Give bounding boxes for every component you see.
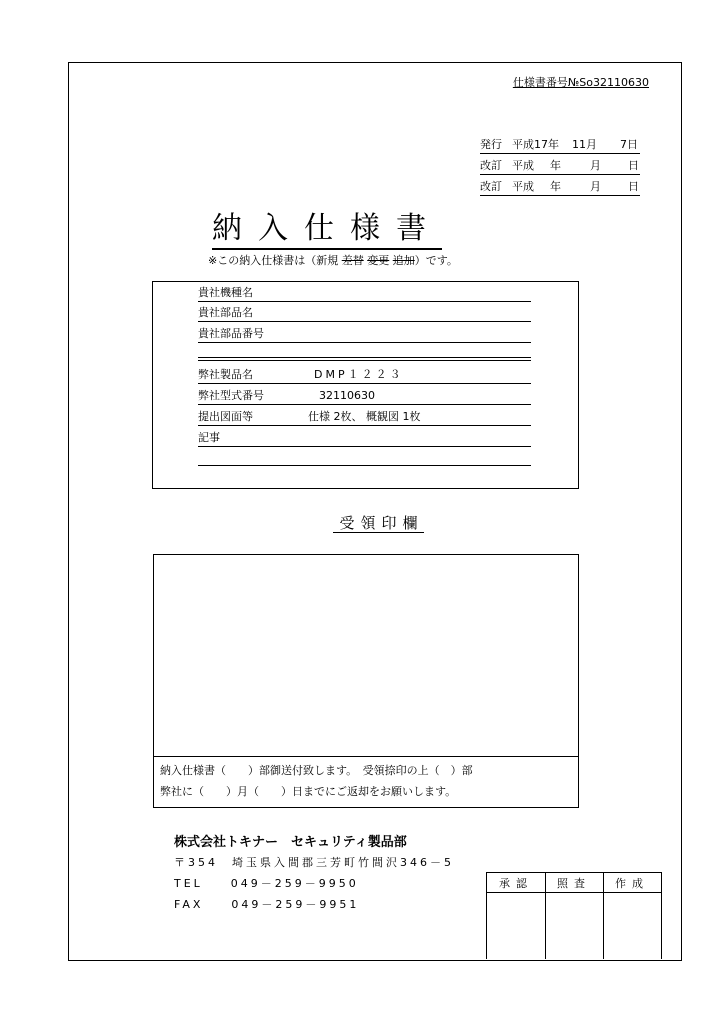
document-title: 納入仕様書 (212, 210, 442, 250)
remarks-field (198, 430, 531, 447)
drawings-value: 仕様 2枚、 概観図 1枚 (308, 410, 421, 423)
approve-label: 承認 (499, 877, 533, 890)
customer-part-name-field (198, 305, 531, 322)
issue-era: 平成17年 (512, 138, 559, 151)
company-name: 株式会社トキナー セキュリティ製品部 (174, 835, 407, 850)
product-name-value: DMP１２２３ (314, 368, 404, 381)
check-label: 照査 (557, 877, 591, 890)
issue-label: 発行 (480, 138, 502, 151)
document-type-note (208, 252, 458, 268)
revision-day: 日 (628, 180, 639, 193)
revision-label: 改訂 (480, 180, 502, 193)
revision-year: 年 (550, 159, 561, 172)
customer-model-label: 貴社機種名 (198, 286, 253, 299)
customer-part-name-label: 貴社部品名 (198, 306, 253, 319)
revision-era: 平成 (512, 159, 534, 172)
revision-month: 月 (590, 180, 601, 193)
note-suffix: ）です。 (414, 254, 458, 267)
product-model-value: 32110630 (319, 389, 375, 402)
product-name-label: 弊社製品名 (198, 368, 253, 381)
create-label: 作成 (615, 877, 649, 890)
company-tel: TEL 049－259－9950 (174, 877, 359, 890)
product-model-label: 弊社型式番号 (198, 389, 264, 402)
revision-row (480, 157, 640, 175)
revision-era: 平成 (512, 180, 534, 193)
drawings-field (198, 409, 531, 426)
section-divider (198, 357, 531, 361)
company-address: 〒354 埼玉県入間郡三芳町竹間沢346－5 (174, 856, 454, 869)
revision-month: 月 (590, 159, 601, 172)
revision-label: 改訂 (480, 159, 502, 172)
note-prefix: ※この納入仕様書は（新規 (208, 254, 339, 267)
spec-number: 仕様書番号№So32110630 (512, 76, 649, 89)
remarks-label: 記事 (198, 431, 220, 444)
issue-month: 11月 (572, 138, 597, 151)
customer-model-field (198, 285, 531, 302)
revision-row (480, 178, 640, 196)
company-fax: FAX 049－259－9951 (174, 898, 360, 911)
issue-day: 7日 (620, 138, 638, 151)
drawings-label: 提出図面等 (198, 410, 253, 423)
remarks-line (198, 465, 531, 466)
product-model-field (198, 388, 531, 405)
receipt-stamp-title (0, 512, 725, 533)
revision-day: 日 (628, 159, 639, 172)
approval-stamp-box (486, 872, 662, 959)
note-option-change: 変更 (367, 254, 390, 267)
receipt-divider (153, 756, 578, 757)
note-option-add: 追加 (392, 254, 415, 267)
note-option-replace: 差替 (341, 254, 364, 267)
customer-part-number-label: 貴社部品番号 (198, 327, 264, 340)
receipt-notice-line1: 納入仕様書（ ）部御送付致します。 受領捺印の上（ ）部 (160, 764, 473, 777)
revision-year: 年 (550, 180, 561, 193)
receipt-stamp-title-text: 受領印欄 (333, 514, 423, 533)
customer-part-number-field (198, 326, 531, 343)
issue-row (480, 136, 640, 154)
receipt-notice-line2: 弊社に（ ）月（ ）日までにご返却をお願いします。 (160, 785, 457, 798)
product-name-field (198, 367, 531, 384)
